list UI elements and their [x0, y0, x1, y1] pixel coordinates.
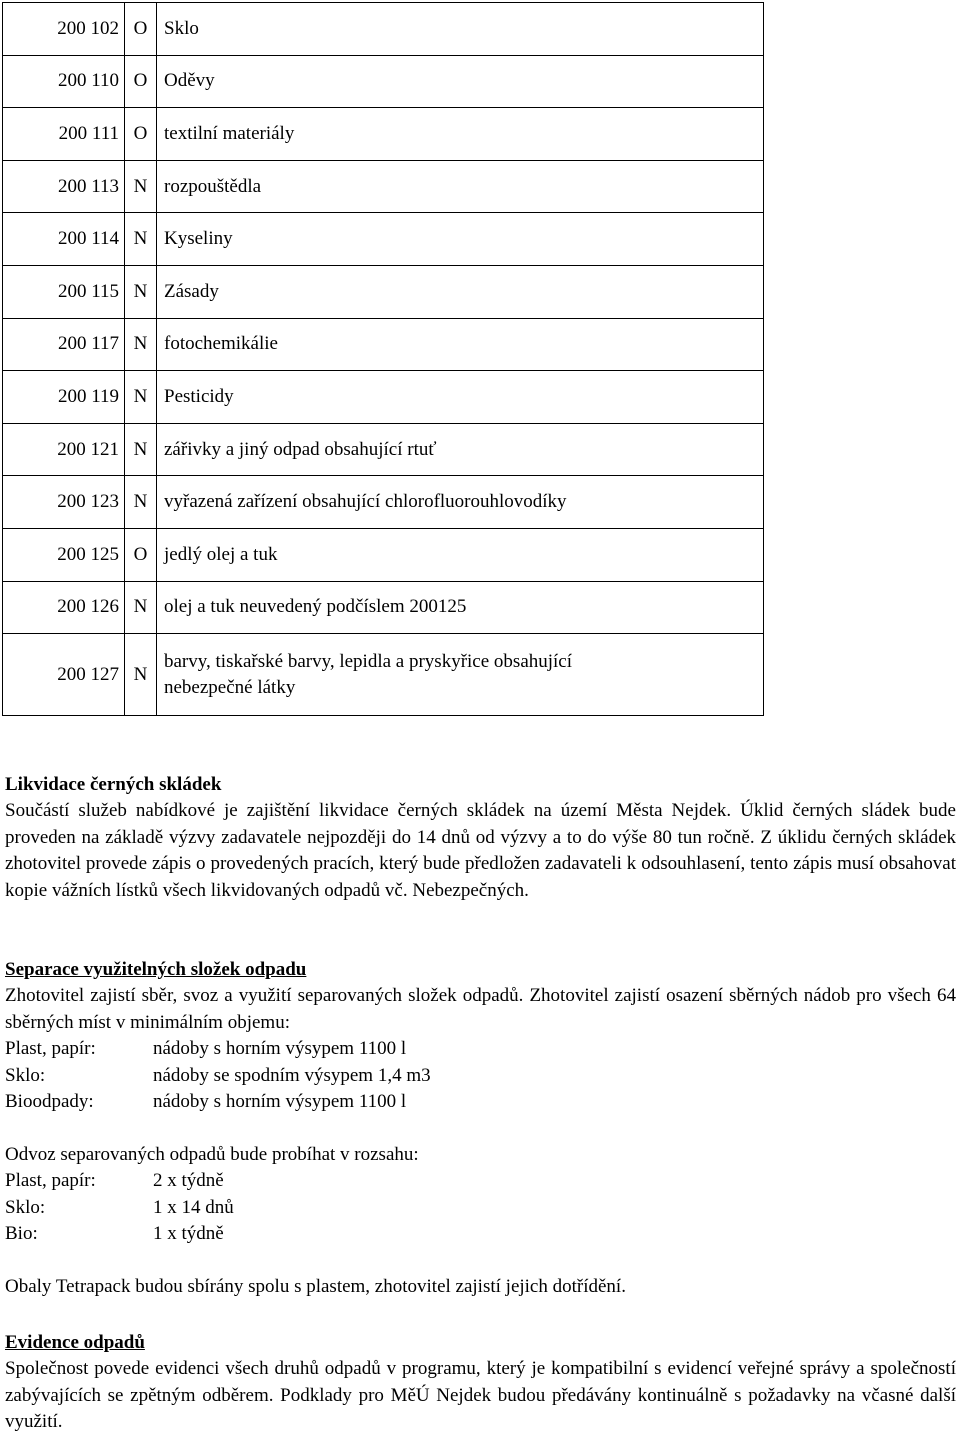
table-row	[3, 55, 764, 108]
odvoz-label: Bio:	[5, 1223, 38, 1245]
odvoz-intro: Odvoz separovaných odpadů bude probíhat v rozsahu:	[5, 1143, 419, 1165]
waste-category: N	[125, 634, 157, 716]
waste-name: jedlý olej a tuk	[157, 528, 764, 581]
table-row	[3, 160, 764, 213]
waste-category: N	[125, 423, 157, 476]
waste-code: 200 114	[3, 213, 125, 266]
evidence-paragraph: Společnost povede evidenci všech druhů odpadů v programu, který je kompatibilní s evidencí veřejné správy a společností zabývajících se zpětným odběrem. Podklady pro MěÚ Nejdek budou předávány kontinuálně s požadavky na včasné další využití.	[5, 1358, 956, 1433]
table-row	[3, 108, 764, 161]
waste-category: O	[125, 528, 157, 581]
table-row	[3, 3, 764, 56]
waste-category: N	[125, 581, 157, 634]
table-row	[3, 265, 764, 318]
container-value: nádoby se spodním výsypem 1,4 m3	[153, 1064, 431, 1086]
waste-name: Pesticidy	[157, 371, 764, 424]
odvoz-row	[5, 1168, 956, 1194]
separace-paragraph: Zhotovitel zajistí sběr, svoz a využití separovaných složek odpadů. Zhotovitel zajistí osazení sběrných nádob pro všech 64 sběrných míst v minimálním objemu:	[5, 985, 956, 1033]
waste-code: 200 123	[3, 476, 125, 529]
container-label: Plast, papír:	[5, 1038, 96, 1060]
separace-section	[5, 957, 956, 1300]
waste-name-line: barvy, tiskařské barvy, lepidla a pryskyřice obsahující	[164, 650, 573, 672]
waste-name: rozpouštědla	[157, 160, 764, 213]
waste-category: N	[125, 160, 157, 213]
waste-category: N	[125, 476, 157, 529]
table-row	[3, 528, 764, 581]
table-row	[3, 213, 764, 266]
waste-name: olej a tuk neuvedený podčíslem 200125	[157, 581, 764, 634]
waste-code: 200 102	[3, 3, 125, 56]
waste-code: 200 127	[3, 634, 125, 716]
odvoz-value: 2 x týdně	[153, 1170, 224, 1192]
table-row	[3, 581, 764, 634]
odvoz-label: Plast, papír:	[5, 1170, 96, 1192]
tetrapack-note: Obaly Tetrapack budou sbírány spolu s plastem, zhotovitel zajistí jejich dotřídění.	[5, 1275, 626, 1297]
container-label: Bioodpady:	[5, 1091, 94, 1113]
waste-name: vyřazená zařízení obsahující chlorofluorouhlovodíky	[157, 476, 764, 529]
container-row	[5, 1063, 956, 1089]
waste-name: textilní materiály	[157, 108, 764, 161]
waste-name: Kyseliny	[157, 213, 764, 266]
waste-category: N	[125, 213, 157, 266]
table-row	[3, 423, 764, 476]
container-value: nádoby s horním výsypem 1100 l	[153, 1038, 407, 1060]
waste-name-line: nebezpečné látky	[164, 676, 296, 698]
odvoz-row	[5, 1221, 956, 1247]
waste-category: O	[125, 55, 157, 108]
table-row	[3, 371, 764, 424]
waste-code: 200 115	[3, 265, 125, 318]
odvoz-label: Sklo:	[5, 1196, 46, 1218]
waste-category: N	[125, 265, 157, 318]
evidence-heading: Evidence odpadů	[5, 1332, 145, 1353]
table-row	[3, 476, 764, 529]
waste-catalog-table	[2, 2, 764, 716]
waste-name: Zásady	[157, 265, 764, 318]
odvoz-value: 1 x týdně	[153, 1223, 224, 1245]
waste-name: Sklo	[157, 3, 764, 56]
odvoz-value: 1 x 14 dnů	[153, 1196, 234, 1218]
waste-name: Oděvy	[157, 55, 764, 108]
likvidace-heading: Likvidace černých skládek	[5, 774, 222, 795]
waste-code: 200 121	[3, 423, 125, 476]
spacer	[5, 1247, 956, 1273]
container-label: Sklo:	[5, 1064, 46, 1086]
waste-code: 200 110	[3, 55, 125, 108]
separace-heading: Separace využitelných složek odpadu	[5, 959, 307, 980]
waste-code: 200 125	[3, 528, 125, 581]
evidence-section	[5, 1330, 956, 1436]
container-row	[5, 1089, 956, 1115]
waste-code: 200 119	[3, 371, 125, 424]
waste-category: N	[125, 371, 157, 424]
table-row	[3, 318, 764, 371]
likvidace-paragraph: Součástí služeb nabídkové je zajištění likvidace černých skládek na území Města Nejdek. Úklid černých sládek bude proveden na základě výzvy zadavatele nejpozději do 14 dnů od výzvy a to do výše 80 tun ročně. Z úklidu černých skládek zhotovitel provede zápis o provedených pracích, který bude předložen zadavateli k odsouhlasení, tento zápis musí obsahovat kopie vážních lístků všech likvidovaných odpadů vč. Nebezpečných.	[5, 800, 956, 901]
waste-name: zářivky a jiný odpad obsahující rtuť	[157, 423, 764, 476]
container-value: nádoby s horním výsypem 1100 l	[153, 1091, 407, 1113]
waste-code: 200 126	[3, 581, 125, 634]
table-row	[3, 634, 764, 716]
waste-category: O	[125, 3, 157, 56]
spacer	[5, 1115, 956, 1141]
waste-category: O	[125, 108, 157, 161]
waste-code: 200 113	[3, 160, 125, 213]
waste-name	[157, 634, 764, 716]
likvidace-section	[5, 772, 956, 904]
waste-category: N	[125, 318, 157, 371]
waste-name: fotochemikálie	[157, 318, 764, 371]
waste-code: 200 111	[3, 108, 125, 161]
waste-code: 200 117	[3, 318, 125, 371]
container-row	[5, 1036, 956, 1062]
odvoz-row	[5, 1195, 956, 1221]
